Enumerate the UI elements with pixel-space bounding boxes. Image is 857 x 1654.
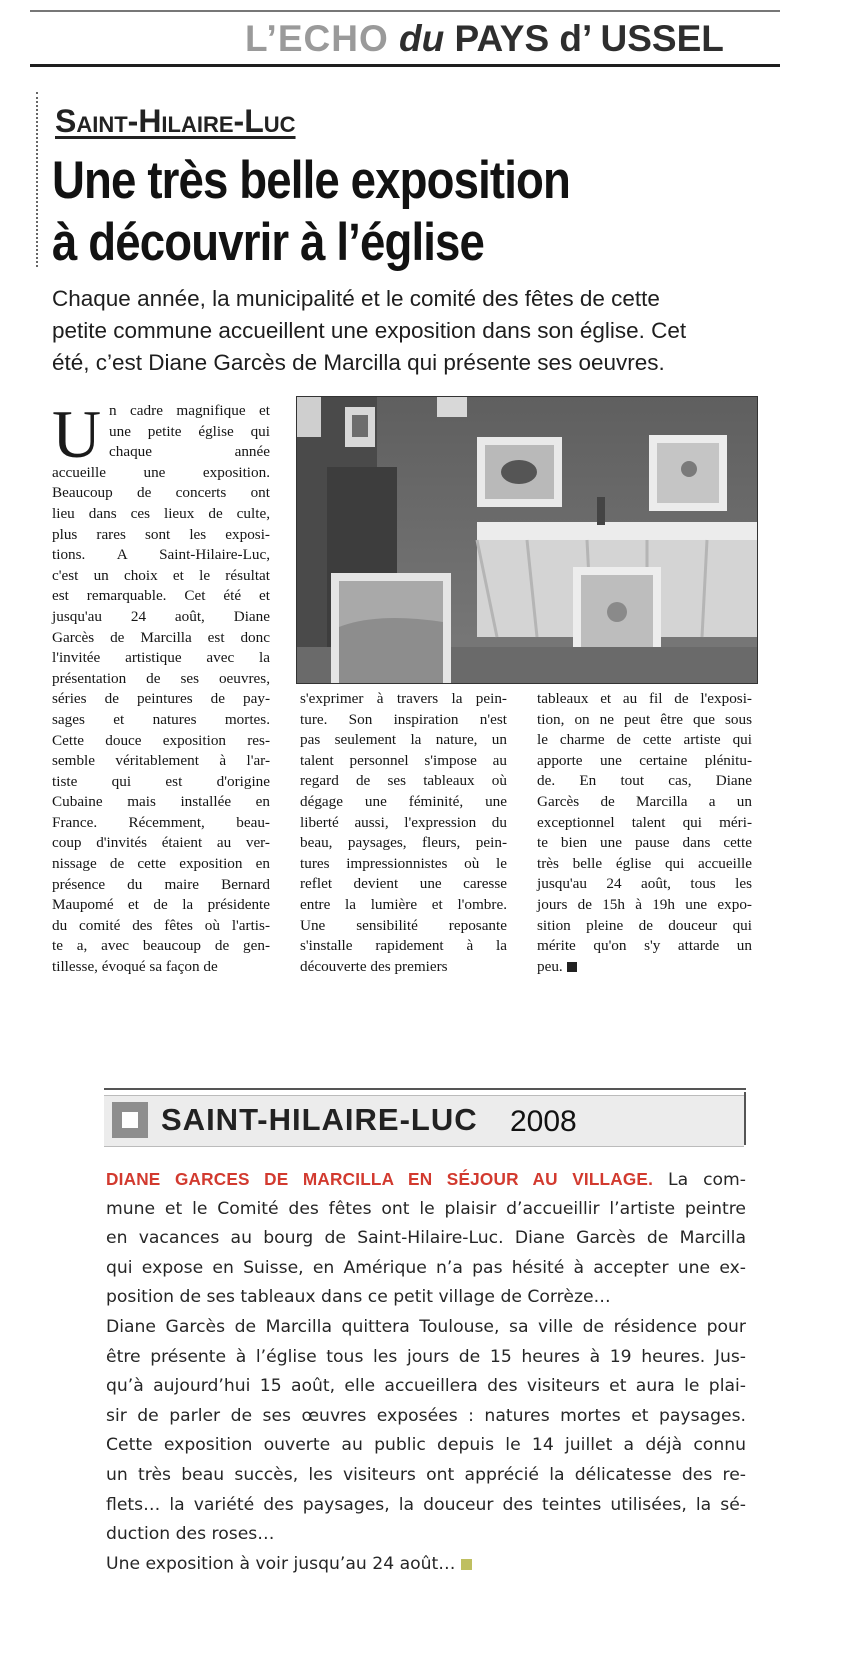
article2-line: Cette exposition ouverte au public depuis le 14 juillet a déjà connu (106, 1435, 746, 1456)
column-line: du comité des fêtes où l'artis- (52, 916, 270, 934)
end-of-article-icon (567, 962, 577, 972)
article-lead (52, 283, 752, 379)
lead-line: petite commune accueillent une exposition dans son église. Cet (52, 318, 687, 343)
article-column-3 (537, 689, 752, 977)
article2-line (106, 1550, 746, 1580)
column-line-text: peu. (537, 957, 563, 975)
column-line: Garcès de Marcilla a un (537, 792, 752, 810)
column-line: nissage de cette exposition en (52, 855, 270, 873)
lead-line: été, c’est Diane Garcès de Marcilla qui présente ses oeuvres. (52, 350, 665, 375)
column-line: dégage une féminité, une (300, 792, 507, 810)
end-of-article-icon (461, 1559, 472, 1570)
article2-first-line-rest: La com- (653, 1170, 746, 1190)
article2-line: mune et le Comité des fêtes ont le plaisir d’accueillir l’artiste peintre (106, 1198, 746, 1219)
column-line: tion, on ne peut être que sous (537, 710, 752, 728)
article2-line: sir de parler de ses œuvres exposées : natures mortes et paysages. (106, 1405, 746, 1426)
lead-line: Chaque année, la municipalité et le comité des fêtes de cette (52, 286, 660, 311)
column-line: est remarquable. Cet été et (52, 587, 270, 605)
church-exhibition-image (297, 397, 757, 683)
article-column-2 (300, 689, 507, 977)
article-headline (52, 150, 812, 274)
article2-line: qui expose en Suisse, en Amérique n’a pas hésité à accepter une ex- (106, 1257, 746, 1278)
column-line: pas seulement la nature, un (300, 731, 507, 749)
column-line: tions. A Saint-Hilaire-Luc, (52, 546, 270, 564)
column-line: jusqu'au 24 août, tous les (537, 875, 752, 893)
column-line: Une sensibilité reposante (300, 916, 507, 934)
column-line: l'invitée artistique avec la (52, 649, 270, 667)
column-line: de. En tout cas, Diane (537, 772, 752, 790)
article-column-1 (52, 396, 270, 978)
exhibition-photo (296, 396, 758, 684)
column-line: c'est un choix et le résultat (52, 566, 270, 584)
column-line: Beaucoup de concerts ont (52, 484, 270, 502)
column-line: lieu dans ces lieux de culte, (52, 504, 270, 522)
article2-line: qu’à aujourd’hui 15 août, elle accueillera des visiteurs et aura le plai- (106, 1376, 746, 1397)
column-line: s'exprimer à travers la pein- (300, 690, 507, 707)
column-line: beau, paysages, fleurs, pein- (300, 834, 507, 852)
column-line: liberté aussi, l'expression du (300, 813, 507, 831)
masthead-part-du: du (399, 18, 445, 59)
column-line: apporte une certaine plénitu- (537, 751, 752, 769)
column-line: Cette douce exposition res- (52, 731, 270, 749)
column-line: jours de 15h à 19h une expo- (537, 895, 752, 913)
column-line: plus rares sont les exposi- (52, 525, 270, 543)
column-line: présence du maire Bernard (52, 875, 270, 893)
column-line: semble véritablement à l'ar- (52, 752, 270, 770)
column-line: s'installe rapidement à la (300, 937, 507, 955)
section-square-icon-inner (122, 1112, 138, 1128)
column-line: te bien une pause dans cette (537, 834, 752, 852)
section-article-text (106, 1165, 746, 1579)
section-year: 2008 (510, 1105, 577, 1138)
article2-lines (106, 1195, 746, 1580)
column-line: très belle église qui accueille (537, 854, 752, 872)
headline-line: à découvrir à l’église (52, 213, 485, 272)
column-line: séries de peintures de pay- (52, 690, 270, 708)
column-line: talent personnel s'impose au (300, 751, 507, 769)
masthead-bottom-rule (30, 64, 780, 67)
column-line: tiste qui est d'origine (52, 772, 270, 790)
article2-red-lead: DIANE GARCES DE MARCILLA EN SÉJOUR AU VILLAGE. (106, 1169, 654, 1189)
column-line: tableaux et au fil de l'exposi- (537, 690, 752, 707)
section-box-top-rule (104, 1088, 746, 1090)
column-line: Garcès de Marcilla est donc (52, 628, 270, 646)
dotted-side-rule (36, 92, 38, 267)
article2-line: duction des roses… (106, 1524, 275, 1545)
masthead-top-rule (30, 10, 780, 12)
column-line: tures impressionnistes où le (300, 854, 507, 872)
article2-line: Diane Garcès de Marcilla quittera Toulouse, sa ville de résidence pour (106, 1316, 746, 1337)
column-line: chaque année (109, 443, 270, 461)
column-line: entre la lumière et l'ombre. (300, 895, 507, 913)
column-line: te a, avec beaucoup de gen- (52, 937, 270, 955)
column-line (537, 957, 752, 978)
column-line: mérite qu'on s'y attarde un (537, 937, 752, 955)
column-line: accueille une exposition. (52, 463, 270, 481)
article2-line: un très beau succès, les visiteurs ont apprécié la délicatesse des re- (106, 1464, 746, 1485)
column-line: sition pleine de douceur qui (537, 916, 752, 934)
newspaper-masthead (245, 18, 785, 60)
column-line: le charme de cette artiste qui (537, 731, 752, 749)
headline-line: Une très belle exposition (52, 151, 571, 210)
column-line: tillesse, évoqué sa façon de (52, 958, 218, 976)
column-line: coup d'invités étaient au ver- (52, 834, 270, 852)
masthead-part-pays: PAYS d’ USSEL (454, 18, 724, 59)
column-line: Maupomé et de la présidente (52, 896, 270, 914)
column-line: exceptionnel talent qui méri- (537, 813, 752, 831)
article2-line: position de ses tableaux dans ce petit village de Corrèze… (106, 1287, 611, 1308)
column-line: découverte des premiers (300, 957, 448, 975)
column-line: ture. Son inspiration n'est (300, 710, 507, 728)
column-line: n cadre magnifique et (109, 402, 270, 419)
column-line: une petite église qui (109, 422, 270, 440)
drop-cap: U (52, 396, 102, 472)
section-box-right-rule (744, 1092, 746, 1145)
column-line: présentation de ses oeuvres, (52, 669, 270, 687)
article2-first-line (106, 1165, 746, 1195)
article2-line-text: Une exposition à voir jusqu’au 24 août… (106, 1553, 456, 1574)
column-line: sages et natures mortes. (52, 710, 270, 728)
column-line: France. Récemment, beau- (52, 813, 270, 831)
article2-line: être présente à l’église tous les jours de 15 heures à 19 heures. Jus- (106, 1346, 746, 1367)
section-title: SAINT-HILAIRE-LUC (161, 1102, 478, 1137)
article2-line: en vacances au bourg de Saint-Hilaire-Luc. Diane Garcès de Marcilla (106, 1228, 746, 1249)
column-line: reflet devient une caresse (300, 875, 507, 893)
article2-line: flets… la variété des paysages, la douceur des teintes utilisées, la sé- (106, 1494, 746, 1515)
column-line: jusqu'au 24 août, Diane (52, 607, 270, 625)
masthead-part-echo: L’ECHO (245, 18, 389, 59)
article-kicker: Saint-Hilaire-Luc (55, 103, 296, 139)
column-line: regard de ses tableaux où (300, 772, 507, 790)
column-line: Cubaine mais installée en (52, 793, 270, 811)
